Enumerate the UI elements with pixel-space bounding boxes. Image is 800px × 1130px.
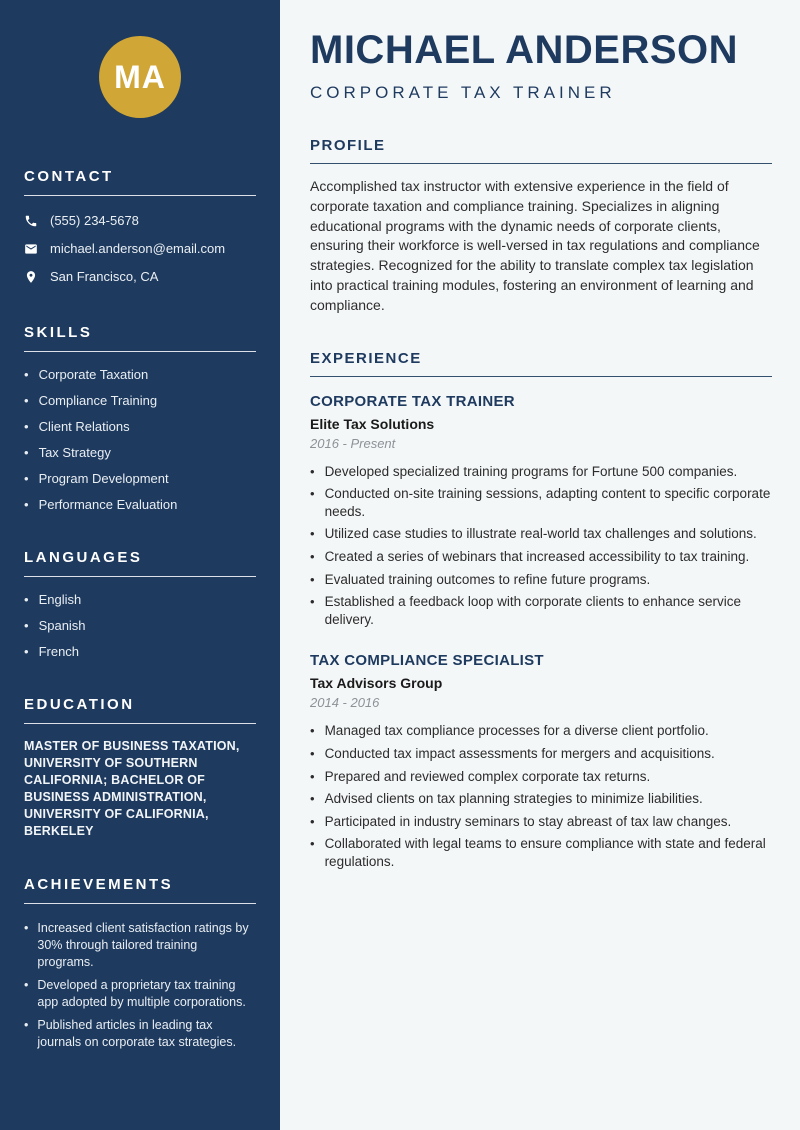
job-dates: 2014 - 2016 [310,695,380,711]
skill-label: Client Relations [38,419,130,434]
contact-phone: (555) 234-5678 [50,213,139,228]
language-item [24,591,256,608]
achievement-item [24,1017,256,1051]
skill-item [24,470,256,487]
job-bullet-text: Conducted tax impact assessments for mergers and acquisitions. [324,745,715,761]
contact-location: San Francisco, CA [50,269,159,284]
language-item [24,617,256,634]
job-bullet [310,745,772,763]
contact-row-email [24,241,256,256]
job-bullet-text: Conducted on-site training sessions, adapting content to specific corporate needs. [324,486,771,519]
achievements-section-title: ACHIEVEMENTS [24,876,256,904]
bullet-icon: • [24,445,29,460]
location-icon [24,270,38,284]
bullet-icon: • [24,471,29,486]
skill-label: Corporate Taxation [38,367,149,382]
skill-label: Program Development [38,471,169,486]
sidebar [0,0,280,1130]
bullet-icon: • [310,768,315,784]
job-bullet [310,525,772,543]
bullet-icon: • [310,463,315,479]
language-label: French [38,644,80,659]
bullet-icon: • [24,921,29,935]
language-label: English [38,592,82,607]
bullet-icon: • [24,419,29,434]
job-bullets [310,722,772,870]
email-icon [24,242,38,256]
avatar [99,36,181,118]
language-item [24,643,256,660]
languages-section-title: LANGUAGES [24,549,256,577]
bullet-icon: • [24,393,29,408]
achievement-item [24,977,256,1011]
bullet-icon: • [24,978,29,992]
skill-item [24,366,256,383]
skill-item [24,392,256,409]
skill-label: Compliance Training [38,393,158,408]
job-bullet-text: Utilized case studies to illustrate real-world tax challenges and solutions. [324,526,757,542]
contact-row-location [24,269,256,284]
profile-section-title: PROFILE [310,137,772,164]
job-bullet [310,485,772,520]
job-bullet [310,835,772,870]
education-text: MASTER OF BUSINESS TAXATION, UNIVERSITY OF SOUTHERN CALIFORNIA; BACHELOR OF BUSINESS ADMINISTRATION, UNIVERSITY OF CALIFORNIA, BERKELEY [24,739,240,838]
achievement-text: Increased client satisfaction ratings by 30% through tailored training programs. [37,921,249,969]
job-company: Tax Advisors Group [310,675,443,692]
achievement-text: Developed a proprietary tax training app adopted by multiple corporations. [37,978,246,1009]
skill-item [24,418,256,435]
avatar-initials: MA [114,58,166,95]
contact-section-title: CONTACT [24,168,256,196]
bullet-icon: • [310,813,315,829]
person-job-title: CORPORATE TAX TRAINER [310,83,616,102]
job-bullets [310,463,772,629]
job-bullet-text: Prepared and reviewed complex corporate tax returns. [324,768,651,784]
bullet-icon: • [24,592,29,607]
job-title: TAX COMPLIANCE SPECIALIST [310,652,544,670]
bullet-icon: • [24,644,29,659]
job-bullet-text: Advised clients on tax planning strategies to minimize liabilities. [324,791,703,807]
skill-item [24,444,256,461]
bullet-icon: • [310,723,315,739]
person-name: MICHAEL ANDERSON [310,28,739,72]
phone-icon [24,214,38,228]
job-bullet [310,571,772,589]
job-bullet [310,722,772,740]
bullet-icon: • [24,497,29,512]
achievement-text: Published articles in leading tax journals on corporate tax strategies. [37,1018,237,1049]
bullet-icon: • [310,791,315,807]
education-section-title: EDUCATION [24,696,256,724]
job-bullet-text: Created a series of webinars that increased accessibility to tax training. [324,548,750,564]
job-bullet-text: Participated in industry seminars to stay abreast of tax law changes. [324,813,732,829]
job-bullet-text: Managed tax compliance processes for a diverse client portfolio. [324,723,709,739]
main-content [280,0,800,1130]
job-bullet [310,790,772,808]
bullet-icon: • [24,618,29,633]
job-entry [310,393,772,629]
job-dates: 2016 - Present [310,435,396,451]
skill-item [24,496,256,513]
profile-text: Accomplished tax instructor with extensive experience in the field of corporate taxation and compliance training. Specializes in aligning educational programs with the dynamic needs of corporate clients, ensuring their workforce is well-versed in tax regulations and compliance strategies. Recognized for the ability to translate complex tax legislation into practical training modules, fostering an environment of learning and compliance. [310,178,760,313]
skills-list [24,366,256,513]
languages-list [24,591,256,660]
bullet-icon: • [310,486,315,502]
bullet-icon: • [310,526,315,542]
bullet-icon: • [310,745,315,761]
job-bullet-text: Collaborated with legal teams to ensure compliance with state and federal regulations. [324,836,766,869]
job-company: Elite Tax Solutions [310,415,435,432]
bullet-icon: • [310,548,315,564]
language-label: Spanish [38,618,86,633]
job-bullet-text: Evaluated training outcomes to refine future programs. [324,571,651,587]
bullet-icon: • [24,1018,29,1032]
job-entry [310,652,772,870]
bullet-icon: • [24,367,29,382]
bullet-icon: • [310,594,315,610]
job-bullet [310,813,772,831]
skills-section-title: SKILLS [24,324,256,352]
contact-email: michael.anderson@email.com [50,241,226,256]
skill-label: Performance Evaluation [38,497,178,512]
experience-section-title: EXPERIENCE [310,350,772,377]
job-bullet-text: Established a feedback loop with corporate clients to enhance service delivery. [324,594,742,627]
job-bullet [310,768,772,786]
job-bullet-text: Developed specialized training programs for Fortune 500 companies. [324,463,738,479]
job-bullet [310,463,772,481]
bullet-icon: • [310,571,315,587]
skill-label: Tax Strategy [38,445,111,460]
contact-row-phone [24,213,256,228]
bullet-icon: • [310,836,315,852]
achievements-list [24,920,256,1051]
contact-list [24,213,256,284]
achievement-item [24,920,256,971]
job-title: CORPORATE TAX TRAINER [310,392,515,410]
job-bullet [310,548,772,566]
job-bullet [310,593,772,628]
